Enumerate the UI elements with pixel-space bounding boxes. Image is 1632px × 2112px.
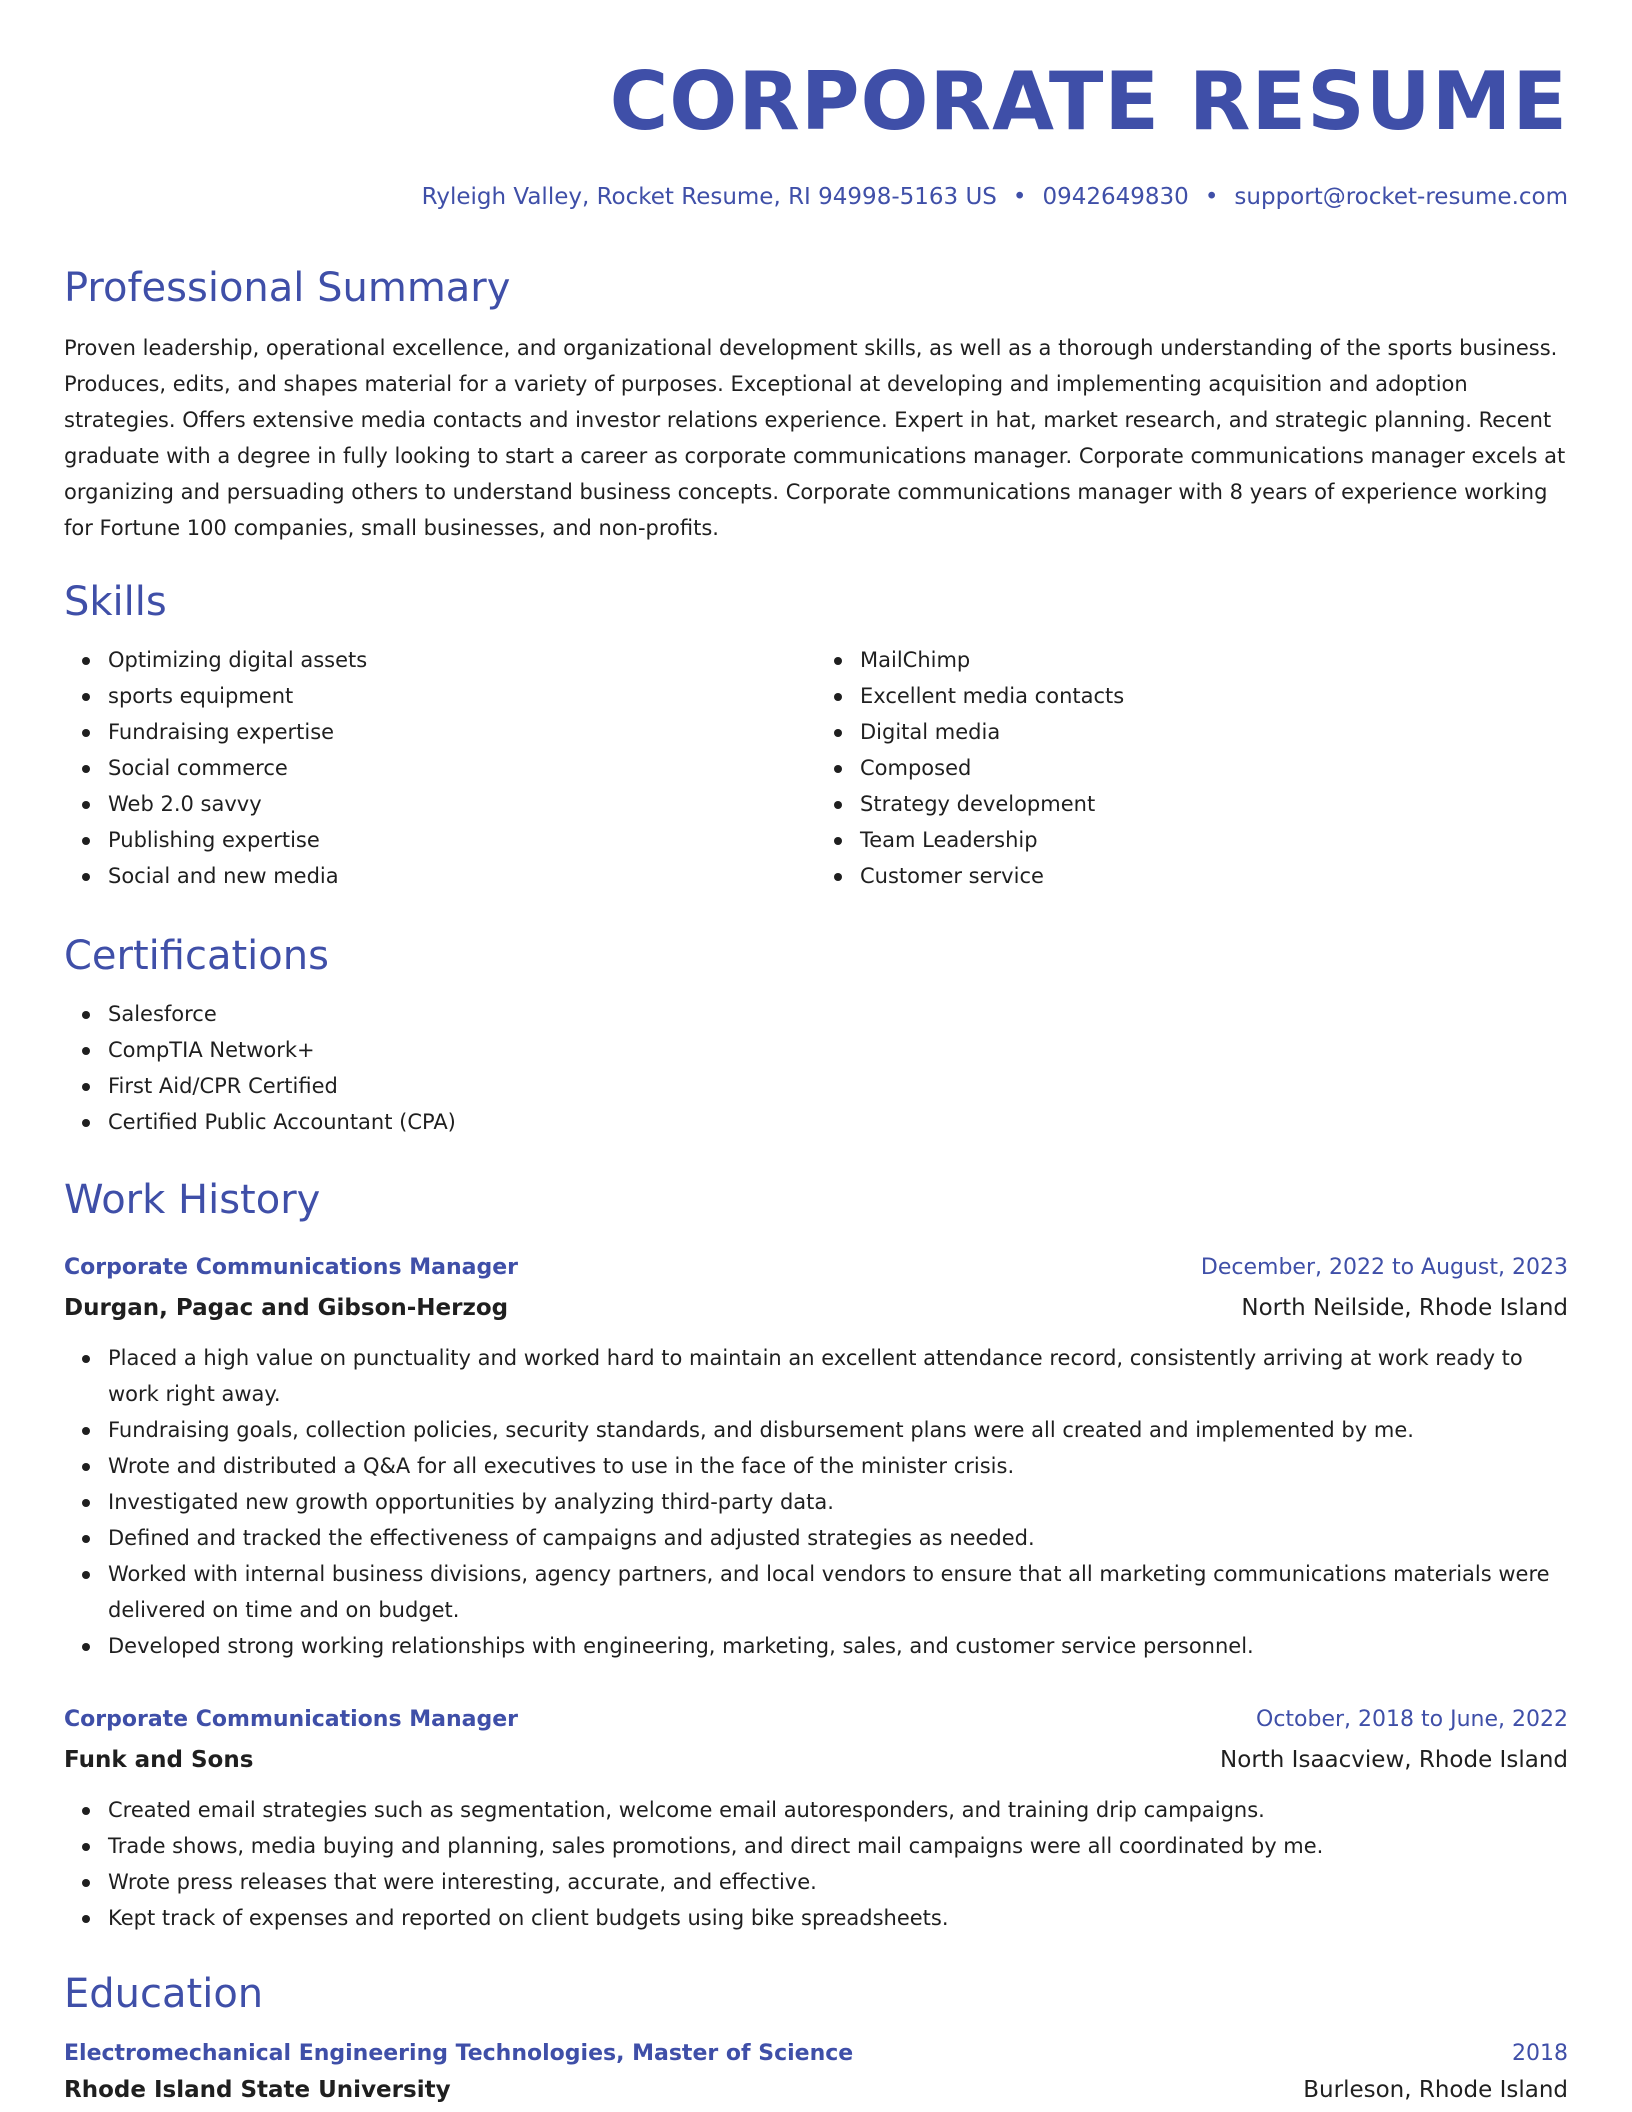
skills-grid <box>64 642 1568 894</box>
skill-item: Fundraising expertise <box>108 714 816 750</box>
job-title: Corporate Communications Manager <box>64 1255 518 1280</box>
skill-item: Composed <box>860 750 1568 786</box>
skills-heading: Skills <box>64 579 167 625</box>
summary-section <box>64 260 1568 546</box>
separator-dot: • <box>1012 184 1027 210</box>
job-location: North Neilside, Rhode Island <box>1241 1295 1568 1321</box>
certifications-list <box>64 996 1568 1140</box>
job-dates: December, 2022 to August, 2023 <box>1200 1255 1568 1280</box>
contact-line <box>64 180 1568 214</box>
resume-header <box>64 0 1568 214</box>
separator-dot: • <box>1204 184 1219 210</box>
education-section <box>64 1966 1568 2110</box>
certifications-heading: Certifications <box>64 933 329 979</box>
contact-address: Ryleigh Valley, Rocket Resume, RI 94998-5163 US <box>421 184 997 210</box>
job-company-row <box>64 1740 1568 1780</box>
work-history-heading: Work History <box>64 1177 321 1223</box>
job-bullet: Wrote press releases that were interesting, accurate, and effective. <box>108 1864 1568 1900</box>
education-location: Burleson, Rhode Island <box>1303 2077 1568 2103</box>
contact-phone: 0942649830 <box>1042 184 1189 210</box>
job-bullet: Trade shows, media buying and planning, sales promotions, and direct mail campaigns were all coordinated by me. <box>108 1828 1568 1864</box>
skills-section <box>64 574 1568 894</box>
job-bullet: Worked with internal business divisions, agency partners, and local vendors to ensure that all marketing communications materials were delivered on time and on budget. <box>108 1556 1568 1628</box>
education-school: Rhode Island State University <box>64 2077 451 2103</box>
education-year: 2018 <box>1512 2041 1568 2066</box>
skill-item: Optimizing digital assets <box>108 642 816 678</box>
certification-item: First Aid/CPR Certified <box>108 1068 1568 1104</box>
education-degree: Electromechanical Engineering Technologies, Master of Science <box>64 2041 854 2066</box>
skill-item: Strategy development <box>860 786 1568 822</box>
job-bullet: Defined and tracked the effectiveness of campaigns and adjusted strategies as needed. <box>108 1520 1568 1556</box>
education-degree-row <box>64 2034 1568 2074</box>
job-bullet: Developed strong working relationships with engineering, marketing, sales, and customer service personnel. <box>108 1628 1568 1664</box>
skill-item: MailChimp <box>860 642 1568 678</box>
skills-right-list <box>816 642 1568 894</box>
job-bullet: Placed a high value on punctuality and worked hard to maintain an excellent attendance record, consistently arriving at work ready to work right away. <box>108 1340 1568 1412</box>
skill-item: Digital media <box>860 714 1568 750</box>
education-school-row <box>64 2070 1568 2110</box>
skill-item: Customer service <box>860 858 1568 894</box>
job-title-row <box>64 1248 1568 1288</box>
job-dates: October, 2018 to June, 2022 <box>1256 1707 1568 1732</box>
job-bullet: Investigated new growth opportunities by analyzing third-party data. <box>108 1484 1568 1520</box>
skill-item: Social and new media <box>108 858 816 894</box>
work-history-section <box>64 1172 1568 1228</box>
job-bullet: Created email strategies such as segmentation, welcome email autoresponders, and training drip campaigns. <box>108 1792 1568 1828</box>
job-bullet: Wrote and distributed a Q&A for all executives to use in the face of the minister crisis. <box>108 1448 1568 1484</box>
job-bullet: Kept track of expenses and reported on client budgets using bike spreadsheets. <box>108 1900 1568 1936</box>
certification-item: CompTIA Network+ <box>108 1032 1568 1068</box>
skill-item: Excellent media contacts <box>860 678 1568 714</box>
job-company: Funk and Sons <box>64 1747 254 1773</box>
certification-item: Salesforce <box>108 996 1568 1032</box>
job-title: Corporate Communications Manager <box>64 1707 518 1732</box>
certifications-section <box>64 928 1568 1140</box>
job-entry <box>64 1248 1568 1664</box>
job-company: Durgan, Pagac and Gibson-Herzog <box>64 1295 509 1321</box>
skill-item: sports equipment <box>108 678 816 714</box>
job-location: North Isaacview, Rhode Island <box>1220 1747 1568 1773</box>
skill-item: Web 2.0 savvy <box>108 786 816 822</box>
contact-email: support@rocket-resume.com <box>1234 184 1568 210</box>
job-bullet: Fundraising goals, collection policies, security standards, and disbursement plans were all created and implemented by me. <box>108 1412 1568 1448</box>
job-entry <box>64 1700 1568 1936</box>
job-title-row <box>64 1700 1568 1740</box>
job-bullets <box>64 1340 1568 1664</box>
education-heading: Education <box>64 1971 264 2017</box>
job-company-row <box>64 1288 1568 1328</box>
skill-item: Social commerce <box>108 750 816 786</box>
skills-left-list <box>64 642 816 894</box>
summary-text: Proven leadership, operational excellence, and organizational development skills, as well as a thorough understanding of the sports business. Produces, edits, and shapes material for a variety of purposes. Exceptional at developing and implementing acquisition and adoption strategies. Offers extensive media contacts and investor relations experience. Expert in hat, market research, and strategic planning. Recent graduate with a degree in fully looking to start a career as corporate communications manager. Corporate communications manager excels at organizing and persuading others to understand business concepts. Corporate communications manager with 8 years of experience working for Fortune 100 companies, small businesses, and non-profits. <box>64 336 1566 540</box>
skill-item: Publishing expertise <box>108 822 816 858</box>
summary-heading: Professional Summary <box>64 265 511 311</box>
skill-item: Team Leadership <box>860 822 1568 858</box>
job-bullets <box>64 1792 1568 1936</box>
certification-item: Certified Public Accountant (CPA) <box>108 1104 1568 1140</box>
resume-title: CORPORATE RESUME <box>609 55 1568 148</box>
